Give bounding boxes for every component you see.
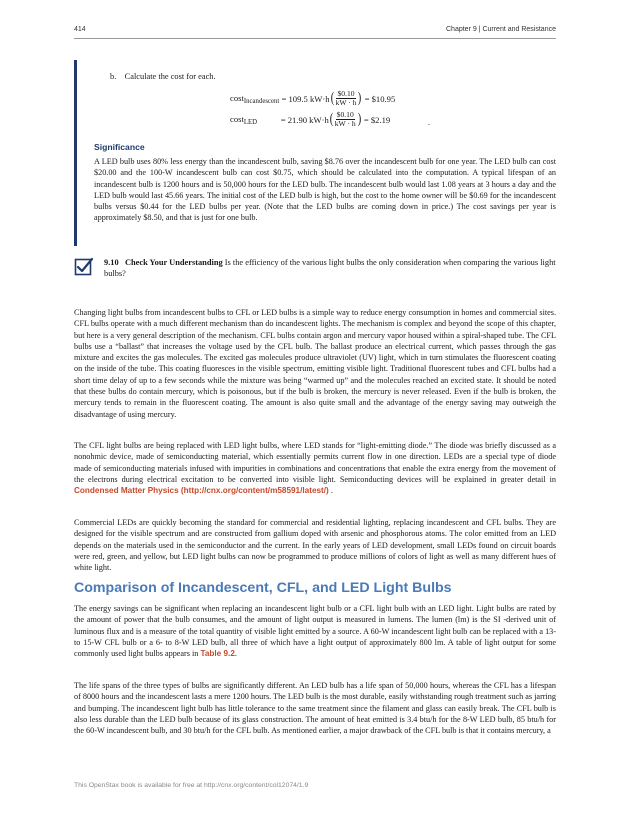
condensed-matter-link[interactable]: Condensed Matter Physics (http://cnx.org/content/m58591/latest/) xyxy=(74,486,329,496)
chapter-title: Chapter 9 | Current and Resistance xyxy=(446,26,556,33)
equation-period: . xyxy=(428,118,430,127)
significance-text: A LED bulb uses 80% less energy than the incandescent bulb, saving $8.76 over the incandescent bulb for one year. The LED bulb can cost $20.00 and the 100-W incandescent bulb can cost $0.75, which should be calculated into the computation. A typical lifespan of an incandescent bulb is 1200 hours and is 50,000 hours for the LED bulb. The incandescent bulb would last 1.08 years at 3 hours a day and the LED bulb would last 45.66 years. The initial cost of the LED bulb is high, but the cost to the home owner will be $0.69 for the incandescent bulbs versus $0.44 for the LED bulbs per year. (Note that the LED bulbs are coming down in price.) The cost savings per year is approximately $8.50, and that is just for one bulb. xyxy=(94,157,556,223)
cyu-text: Is the efficiency of the various light bulbs the only consideration when comparing the various light bulbs? xyxy=(104,258,556,279)
significance-heading: Significance xyxy=(94,142,145,152)
example-sidebar-bar xyxy=(74,60,77,246)
eq-fraction: $\frac{\$0.10}{kW \cdot h}$ xyxy=(335,89,357,107)
eq-rhs: = $10.95 xyxy=(364,93,396,104)
cyu-number: 9.10 xyxy=(104,258,119,267)
eq-fraction: $\frac{\$0.10}{kW \cdot h}$ xyxy=(334,110,356,128)
eq-mid: = 109.5 kW·h xyxy=(281,93,330,104)
eq-mid: = 21.90 kW·h xyxy=(280,114,329,125)
paragraph-cfl-mechanism: Changing light bulbs from incandescent bulbs to CFL or LED bulbs is a simple way to reduce energy consumption in homes and commercial sites. CFL bulbs operate with a much different mechanism than do incandescent lights. The mechanism is complex and beyond the scope of this chapter, but here is a very general description of the mechanism. CFL bulbs contain argon and mercury vapor housed within a spiral-shaped tube. The CFL bulbs use a “ballast” that increases the voltage used by the CFL bulb. The ballast produce an electrical current, which passes through the gas mixture and excites the gas molecules. The excited gas molecules produce ultraviolet (UV) light, which in turn stimulates the fluorescent coating on the inside of the tube. This coating fluoresces in the visible spectrum, emitting visible light. Traditional fluorescent tubes and CFL bulbs had a short time delay of up to a few seconds while the mixture was being “warmed up” and the molecules reached an excited state. It should be noted that these bulbs do contain mercury, which is poisonous, but if the bulb is broken, the mercury is never released. Even if the bulb is broken, the mercury tends to remain in the fluorescent coating. The amount is also quite small and the advantage of the energy saving may outweigh the disadvantage of using mercury. xyxy=(74,308,556,419)
step-label: b. xyxy=(110,72,117,81)
page-number: 414 xyxy=(74,26,86,33)
equation-led: cost$_{LED}$ = 21.90 kW·h ( $\frac{\$0.10}{kW \cdot h}$ ) = $2.19 xyxy=(230,110,391,128)
step-text: Calculate the cost for each. xyxy=(124,72,216,81)
step-b xyxy=(110,72,216,81)
section-heading: Comparison of Incandescent, CFL, and LED Light Bulbs xyxy=(74,580,452,596)
table-9-2-link[interactable]: Table 9.2 xyxy=(200,649,235,659)
checkbox-pencil-icon xyxy=(74,256,94,276)
eq-rhs: = $2.19 xyxy=(363,114,391,125)
check-your-understanding xyxy=(104,257,556,280)
header-rule xyxy=(74,38,556,39)
paragraph-led-intro: The CFL light bulbs are being replaced with LED light bulbs, where LED stands for “light-emitting diode.” The diode was briefly discussed as a nonohmic device, made of semiconducting material, which essentially permits current flow in one direction. LEDs are a special type of diode made of semiconducting materials infused with impurities in combinations and concentrations that enable the extra energy from the movement of the electrons during electrical excitation to be converted into visible light. Semiconducting devices will be explained in greater detail in Condensed Matter Physics (http://cnx.org/content/m58591/latest/) . xyxy=(74,441,556,496)
cyu-title: Check Your Understanding xyxy=(124,258,223,267)
paragraph-life-spans: The life spans of the three types of bulbs are significantly different. An LED bulb has a life span of 50,000 hours, whereas the CFL has a lifespan of 8000 hours and the incandescent lasts a mere 1200 hours. The LED bulb is the most durable, easily withstanding rough treatment such as jarring and bumping. The incandescent light bulb has little tolerance to the same treatment since the filament and glass can easily break. The CFL bulb is also less durable than the LED bulb because of its glass construction. The amount of heat emitted is 3.4 btu/h for the 8-W LED bulb, 85 btu/h for the 60-W incandescent bulb, and 30 btu/h for the CFL bulb. As mentioned earlier, a major drawback of the CFL bulb is that it contains mercury, a xyxy=(74,681,556,736)
footer-note: This OpenStax book is available for free at http://cnx.org/content/col12074/1.9 xyxy=(74,782,309,789)
equation-incandescent: cost$_{Incandescent}$ = 109.5 kW·h ( $\frac{\$0.10}{kW \cdot h}$ ) = $10.95 xyxy=(230,89,396,107)
paragraph-energy-savings: The energy savings can be significant when replacing an incandescent light bulb or a CFL light bulb with an LED light. Light bulbs are rated by the amount of power that the bulb consumes, and the amount of light output is measured in lumens. The lumen (lm) is the SI -derived unit of luminous flux and is a measure of the total quantity of visible light emitted by a source. A 60-W incandescent light bulb can be replaced with a 13- to 15-W CFL bulb or a 6- to 8-W LED bulb, all three of which have a light output of approximately 800 lm. A table of light output for some commonly used light bulbs appears in Table 9.2. xyxy=(74,604,556,659)
paragraph-commercial-leds: Commercial LEDs are quickly becoming the standard for commercial and residential lighting, replacing incandescent and CFL bulbs. They are designed for the visible spectrum and are constructed from gallium doped with arsenic and phosphorous atoms. The color emitted from an LED depends on the materials used in the semiconductor and the current. In the early years of LED development, small LEDs found on circuit boards were red, green, and yellow, but LED light bulbs can now be programmed to produce millions of colors of light as well as many different hues of white light. xyxy=(74,518,556,573)
eq-lhs: cost$_{LED}$ xyxy=(230,113,258,126)
eq-lhs: cost$_{Incandescent}$ xyxy=(230,92,280,105)
